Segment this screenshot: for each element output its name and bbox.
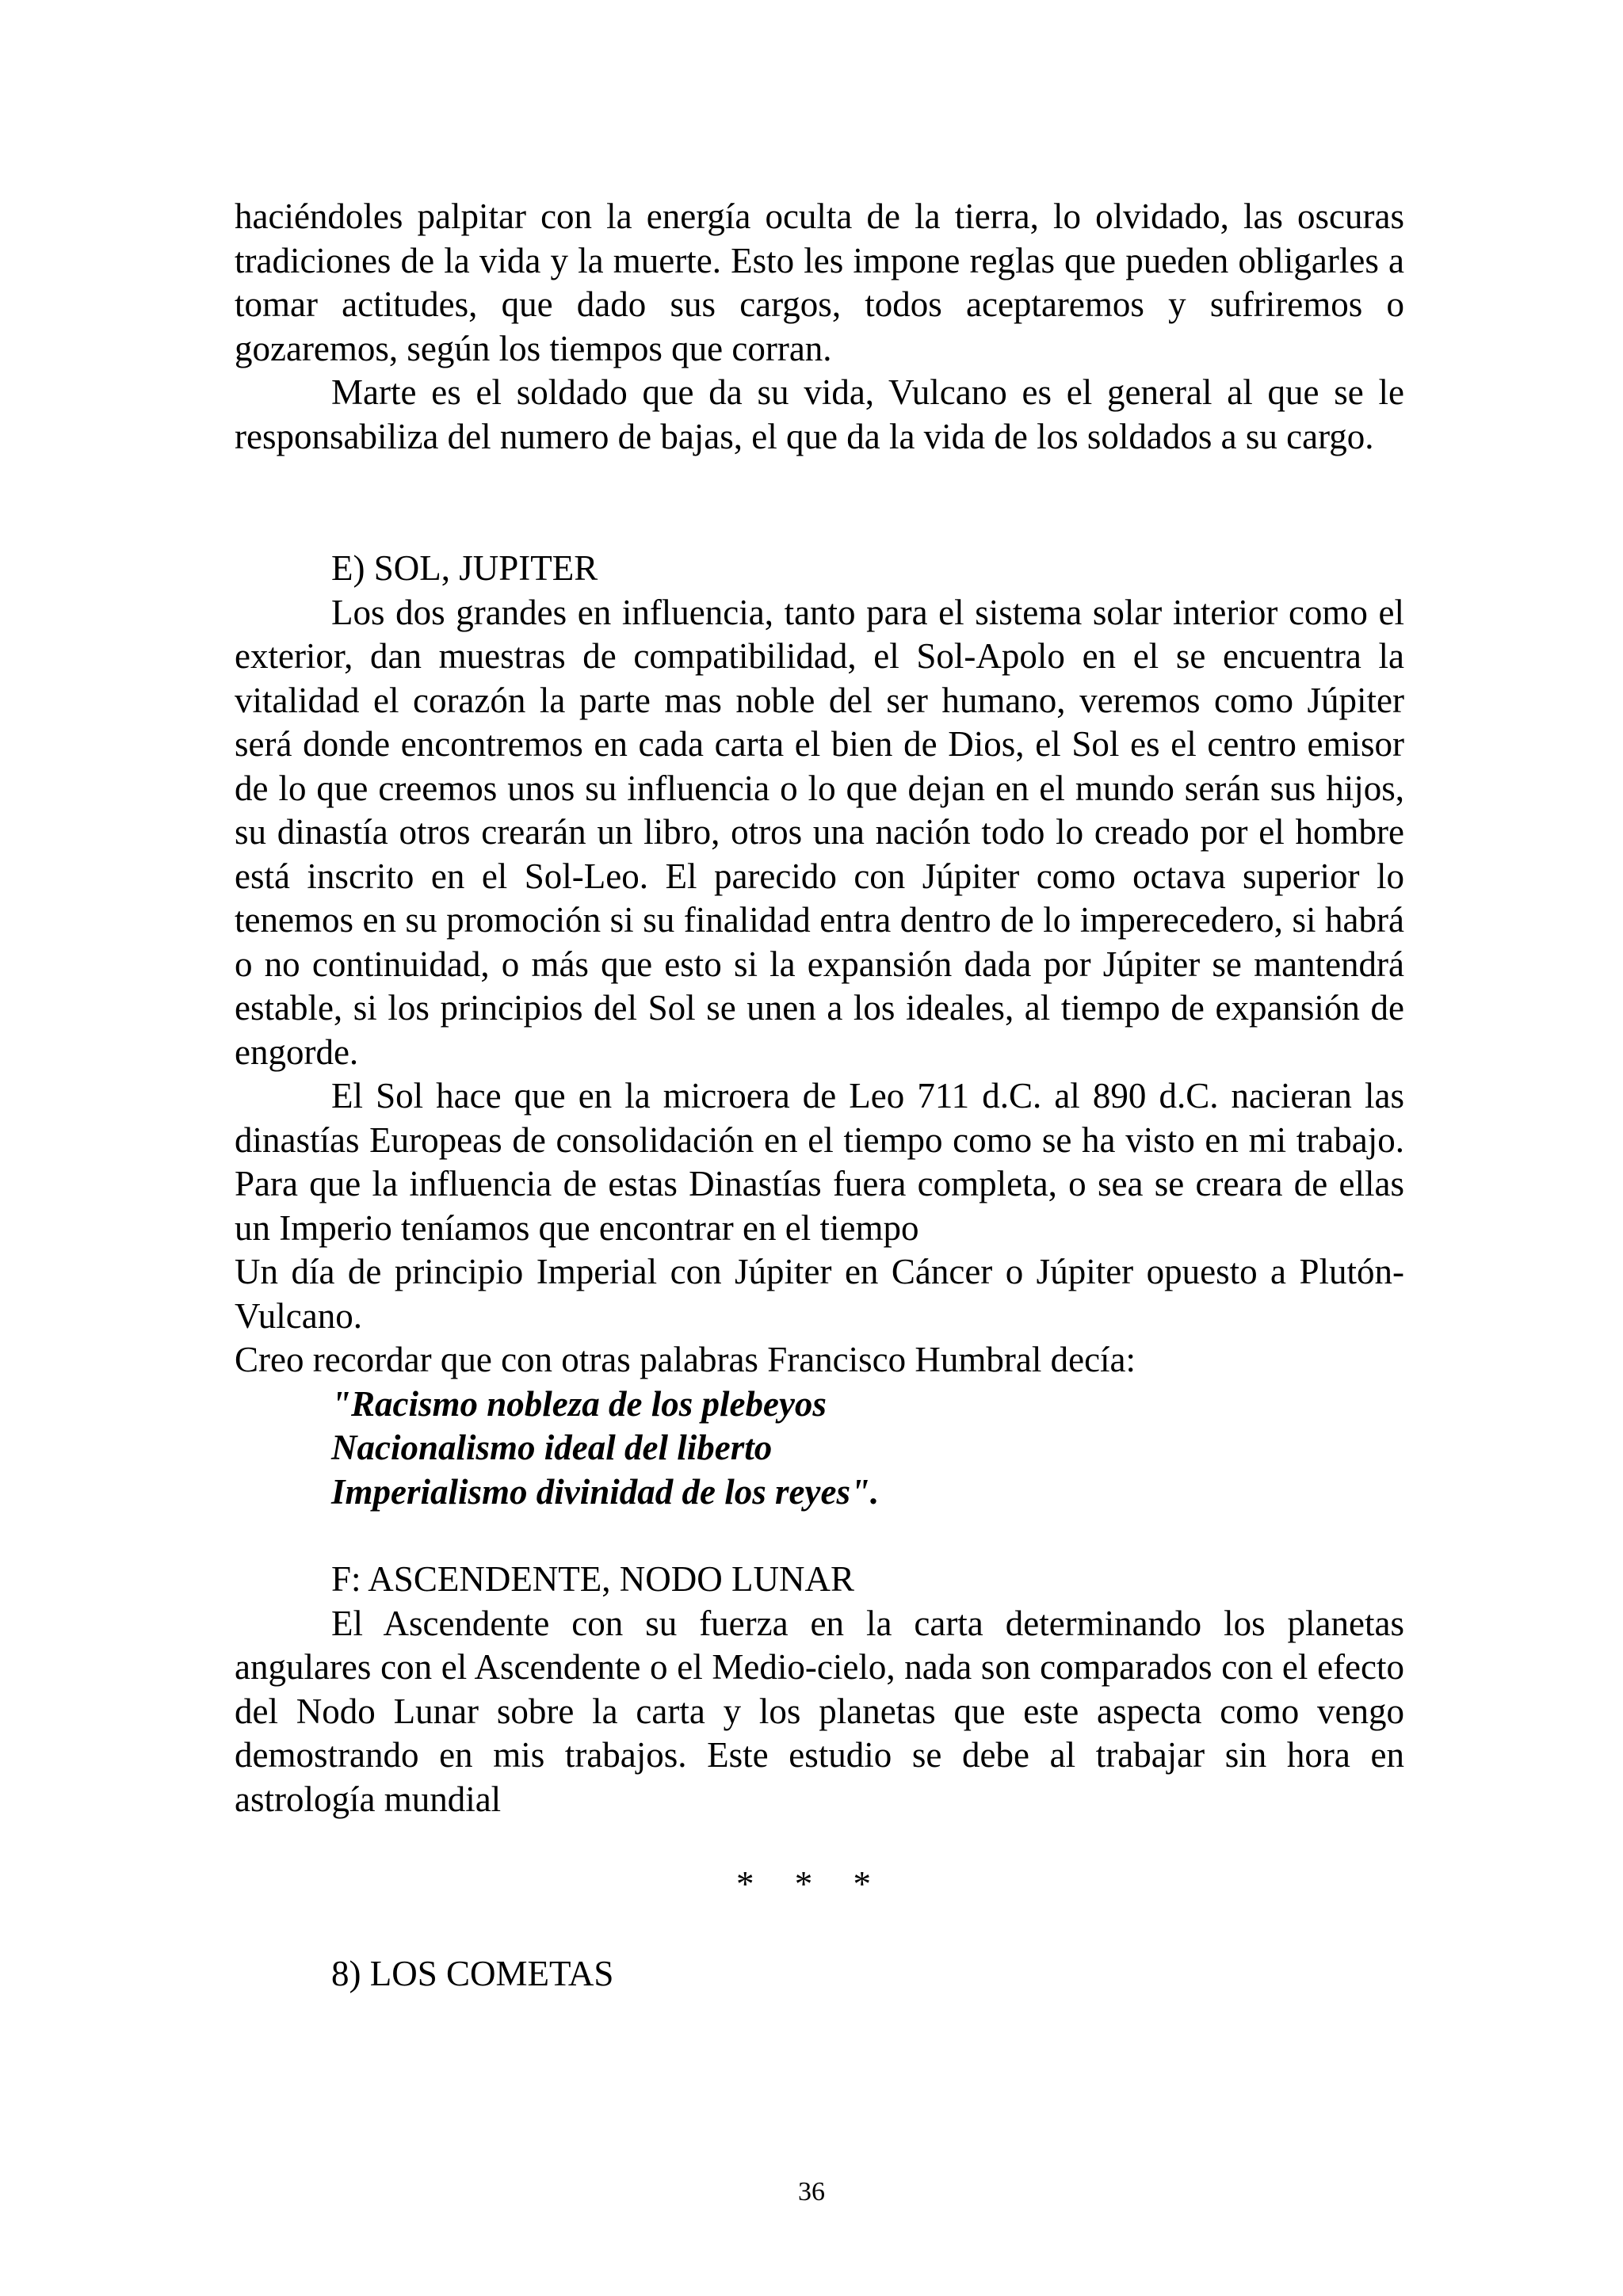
- section-heading: F: ASCENDENTE, NODO LUNAR: [331, 1559, 855, 1599]
- paragraph: Un día de principio Imperial con Júpiter en Cáncer o Júpiter opuesto a Plutón-Vulcano.: [235, 1252, 1404, 1336]
- paragraph: El Ascendente con su fuerza en la carta determinando los planetas angulares con el Ascendente o el Medio-cielo, nada son comparados con el efecto del Nodo Lunar sobre la carta y los planetas que este aspecta como vengo demostrando en mis trabajos. Este estudio se debe al trabajar sin hora en astrología mundial: [235, 1603, 1404, 1819]
- section-ascendente-nodo-lunar: [235, 1558, 1404, 1821]
- section-sol-jupiter: [235, 547, 1404, 1514]
- page-number: 36: [798, 2177, 825, 2206]
- paragraph: haciéndoles palpitar con la energía oculta de la tierra, lo olvidado, las oscuras tradiciones de la vida y la muerte. Esto les impone reglas que pueden obligarles a tomar actitudes, que dado sus cargos, todos aceptaremos y sufriremos o gozaremos, según los tiempos que corran.: [235, 196, 1404, 368]
- section-separator: * * *: [736, 1864, 887, 1904]
- paragraph: El Sol hace que en la microera de Leo 711 d.C. al 890 d.C. nacieran las dinastías Europeas de consolidación en el tiempo como se ha visto en mi trabajo. Para que la influencia de estas Dinastías fuera completa, o sea se creara de ellas un Imperio teníamos que encontrar en el tiempo: [235, 1076, 1404, 1248]
- quote-line: Imperialismo divinidad de los reyes".: [331, 1471, 880, 1512]
- paragraph: Los dos grandes en influencia, tanto para el sistema solar interior como el exterior, dan muestras de compatibilidad, el Sol-Apolo en el se encuentra la vitalidad el corazón la parte mas noble del ser humano, veremos como Júpiter será donde encontremos en cada carta el bien de Dios, el Sol es el centro emisor de lo que creemos unos su influencia o lo que dejan en el mundo serán sus hijos, su dinastía otros crearán un libro, otros una nación todo lo creado por el hombre está inscrito en el Sol-Leo. El parecido con Júpiter como octava superior lo tenemos en su promoción si su finalidad entra dentro de lo imperecedero, si habrá o no continuidad, o más que esto si la expansión dada por Júpiter se mantendrá estable, si los principios del Sol se unen a los ideales, al tiempo de expansión de engorde.: [235, 592, 1404, 1072]
- paragraph: Marte es el soldado que da su vida, Vulcano es el general al que se le responsabiliza del numero de bajas, el que da la vida de los soldados a su cargo.: [235, 372, 1404, 456]
- section-heading: E) SOL, JUPITER: [331, 548, 598, 588]
- quote-line: "Racismo nobleza de los plebeyos: [331, 1383, 827, 1424]
- section-heading: 8) LOS COMETAS: [331, 1954, 614, 1993]
- quote-line: Nacionalismo ideal del liberto: [331, 1428, 773, 1467]
- paragraph: Creo recordar que con otras palabras Francisco Humbral decía:: [235, 1340, 1136, 1379]
- section-cometas: [235, 1952, 1404, 1997]
- section-vulcano-continuation: [235, 195, 1404, 459]
